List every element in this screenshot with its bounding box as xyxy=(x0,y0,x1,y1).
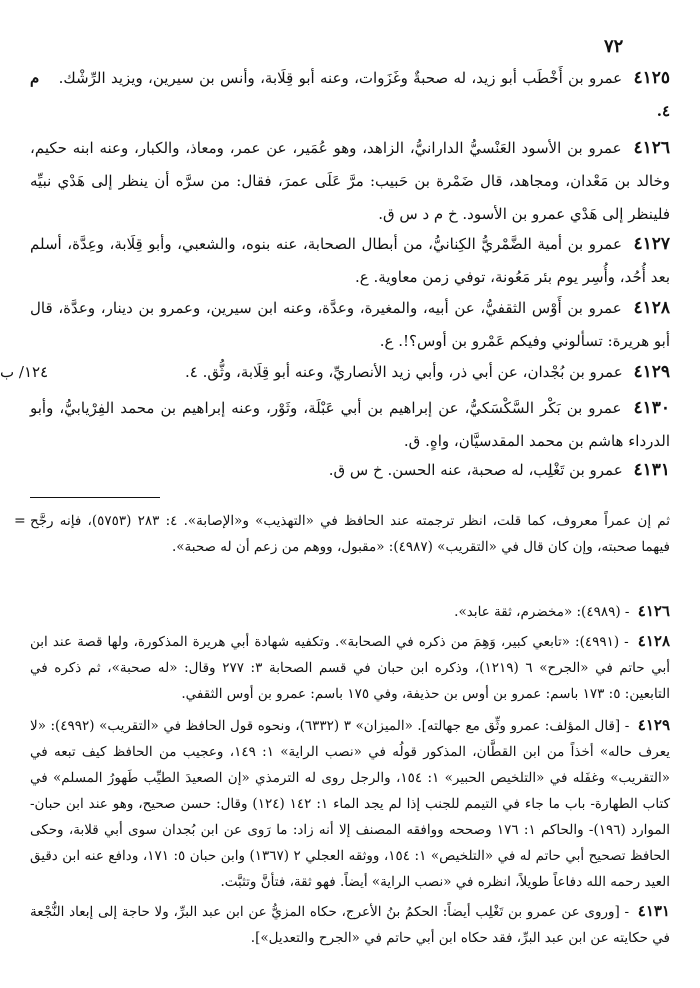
page-number: ٧٢ xyxy=(604,36,624,57)
footnote-text: - [قال المؤلف: عمرو وثِّق مع جهالته]. «الميزان» ٣ (٦٣٣٢)، ونحوه قول الحافظ في «التقريب» (٤٩٩٢): «لا يعرف حاله» أخذاً من ابن القطَّان، المذكور قولُه في «نصب الراية» ١: ١٤٩، وعجيب من الحافظ كيف تبعه في «التقريب» وغفَله في «التلخيص الحبير» ١: ١٥٤، والرجل روى له الترمذي «إن الصعيدَ الطيِّب طَهورُ المسلم» في كتاب الطهارة- باب ما جاء في التيمم للجنب إذا لم يجد الماء ١: ١٤٢ (١٢٤) وقال: حسن صحيح، وهو عند ابن حبان- الموارد (١٩٦)- والحاكم ١: ١٧٦ وصححه ووافقه المصنف إلا أنه زاد: ما رَوى عن ابن بُجدان سوى أبي قلابة، وحكى الحافظ تصحيح أبي حاتم له في «التلخيص» ١: ١٥٤، ووثقه العجلي ٢ (١٣٦٧) وابن حبان ٥: ١٧١، ودافع عنه ابن دقيق العيد رحمه الله دفاعاً طويلاً، انظره في «نصب الراية» أيضاً. فهو ثقة، فتأنَّ وتثبَّت. xyxy=(30,718,671,890)
entry-4126 xyxy=(30,132,670,231)
entry-4125 xyxy=(30,62,670,128)
entry-number: ٤١٢٧ xyxy=(633,234,670,254)
entry-text: عمرو بن تَغْلِب، له صحبة، عنه الحسن. خ س ق. xyxy=(328,461,623,479)
entry-4127 xyxy=(30,228,670,294)
footnote-continuation xyxy=(14,508,671,560)
entry-4130 xyxy=(30,392,670,458)
footnote-divider xyxy=(30,497,160,498)
footnote-4126 xyxy=(30,598,670,625)
footnote-4128 xyxy=(30,628,670,707)
entry-4129 xyxy=(0,356,670,389)
entry-tail: م ٤. xyxy=(30,69,670,120)
entry-text: عمرو بن أمية الضَّمْريُّ الكِنانيُّ، من أبطال الصحابة، عنه بنوه، والشعبي، وأبو قِلَابة، وعِدَّة، أسلم بعد أُحُد، وأُسِر يوم بئر مَعُونة، توفي زمن معاوية. ع. xyxy=(30,235,670,286)
footnote-number: ٤١٢٩ xyxy=(637,716,671,734)
entry-number: ٤١٢٦ xyxy=(633,138,670,158)
footnote-4131 xyxy=(30,898,670,951)
entry-text: عمرو بن الأسود العَنْسيُّ الدارانيُّ، الزاهد، وهو عُمَير، عن عمر، ومعاذ، والكبار، وعنه ابنه حكيم، وخالد بن مَعْدان، ومجاهد، قال ضَمْرة بن حَبيب: مرَّ عَلَى عمرَ، فقال: من سرَّه أن ينظر إلى هَدْي نبيِّه فلينظر إلى هَدْي عمرو بن الأسود. خ م د س ق. xyxy=(30,139,670,223)
entry-4131 xyxy=(30,454,670,487)
entry-text: عمرو بن أَوْس الثقفيُّ، عن أبيه، والمغيرة، وعدَّة، وعنه ابن سيرين، وعمرو بن دينار، وعدَّة، قال أبو هريرة: تسألوني وفيكم عَمْرو بن أوس؟!. ع. xyxy=(30,299,670,350)
entry-text: عمرو بن بُجْدان، عن أبي ذر، وأبي زيد الأنصاريِّ، وعنه أبو قِلَابة، وثُّق. ٤. xyxy=(184,363,623,381)
continuation-marker: = xyxy=(14,513,26,529)
entry-text: عمرو بن أَخْطَب أبو زيد، له صحبةٌ وغَزَوات، وعنه أبو قِلَابة، وأنس بن سيرين، ويزيد الرِّشْك. xyxy=(58,69,623,87)
entry-number: ٤١٣٠ xyxy=(633,398,670,418)
footnote-4129 xyxy=(30,712,670,895)
footnote-number: ٤١٢٨ xyxy=(637,632,671,650)
footnote-text: ثم إن عمراً معروف، كما قلت، انظر ترجمته عند الحافظ في «التهذيب» و«الإصابة». ٤: ٢٨٣ (٥٧٥٣)، فإنه رجَّح فيهما صحبته، وإن كان قال في «التقريب» (٤٩٨٧): «مقبول، ووهم من زعم أن له صحبة». xyxy=(30,513,671,555)
entry-number: ٤١٢٩ xyxy=(633,362,670,382)
footnote-text: - (٤٩٩١): «تابعي كبير، وَهِمَ من ذكره في الصحابة». وتكفيه شهادة أبي هريرة المذكورة، ولها قصة عند ابن أبي حاتم في «الجرح» ٦ (١٢١٩)، وذكره ابن حبان في قسم الصحابة ٣: ٢٧٧ وقال: «له صحبة»، ثم ذكره في التابعين: ٥: ١٧٣ باسم: عمرو بن أوس بن حذيفة، وفي ١٧٥ باسم: عمرو بن أوس الثقفي. xyxy=(30,634,670,702)
entry-number: ٤١٣١ xyxy=(633,460,670,480)
footnote-number: ٤١٢٦ xyxy=(637,602,670,620)
footnote-text: - (٤٩٨٩): «مخضرم، ثقة عابد». xyxy=(454,604,630,620)
entry-text: عمرو بن بَكْر السَّكْسَكيُّ، عن إبراهيم بن أبي عَبْلَة، وثَوْر، وعنه إبراهيم بن محمد الفِرْيابيُّ، وأبو الدرداء هاشم بن محمد المقدسيَّان، واهٍ. ق. xyxy=(30,399,670,450)
margin-folio-marker: ١٢٤/ ب xyxy=(0,363,49,381)
entry-number: ٤١٢٨ xyxy=(633,298,670,318)
entry-4128 xyxy=(30,292,670,358)
entry-number: ٤١٢٥ xyxy=(633,68,670,88)
footnote-text: - [وروى عن عمرو بن تَغْلِب أيضاً: الحكمُ بنُ الأعرج، حكاه المزيُّ عن ابن عبد البرِّ، ولا حاجة إلى إبعاد النُّجْعة في حكايته عن ابن عبد البرِّ، فقد حكاه ابن أبي حاتم في «الجرح والتعديل»]. xyxy=(30,904,670,946)
footnote-number: ٤١٣١ xyxy=(637,902,670,920)
